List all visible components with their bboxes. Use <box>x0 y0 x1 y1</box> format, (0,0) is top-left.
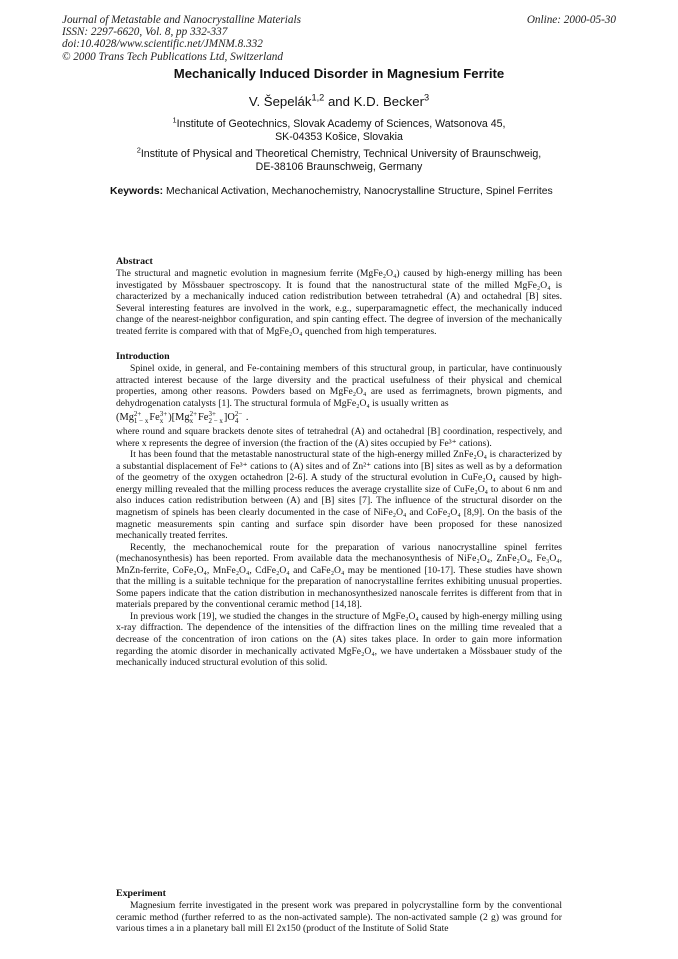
author-1: V. Šepelák <box>248 94 312 109</box>
experiment-paragraph-1: Magnesium ferrite investigated in the present work was prepared in polycrystalline form by the conventional ceramic method (further referred to as the non-activated sample). The non-activated sample (2 g) was ground for various times a in a planetary ball mill El 2x150 (product of the Institute of Solid State <box>116 900 562 935</box>
formula-sub: x <box>159 416 164 425</box>
copyright-line: © 2000 Trans Tech Publications Ltd, Switzerland <box>62 50 283 63</box>
formula-part: . <box>243 412 249 424</box>
introduction-heading: Introduction <box>116 351 170 362</box>
formula-part: )[Mg <box>168 412 190 424</box>
experiment-heading: Experiment <box>116 888 166 899</box>
online-date: Online: 2000-05-30 <box>526 14 616 26</box>
author-2-affil: 3 <box>423 92 430 103</box>
formula-sub: x <box>189 416 194 425</box>
affiliation-1-line-2: SK-04353 Košice, Slovakia <box>275 130 403 143</box>
abstract-text: The structural and magnetic evolution in magnesium ferrite (MgFe₂O₄) caused by high-energy milling has been investigated by Mössbauer spectroscopy. It is found that the nanostructural state of the milled MgFe₂O₄ is characterized by a mechanically induced cation redistribution between tetrahedral (A) and octahedral [B] sites. Several interesting features are involved in the work, e.g., superparamagnetic effect, the mechanically induced change of the nearest-neighbor configuration, and spin canting effect. The degree of inversion of the mechanically treated ferrite is compared with that of MgFe₂O₄ quenched from high temperatures. <box>116 268 562 337</box>
formula-sup: 3+ <box>208 409 216 418</box>
formula-part: (Mg <box>116 412 134 424</box>
formula-part: Fe <box>198 412 209 424</box>
formula-sub: 1 − x <box>133 416 149 425</box>
affiliation-1-mark: 1 <box>172 115 177 125</box>
affiliation-2-line-1: Institute of Physical and Theoretical Chemistry, Technical University of Braunschweig, <box>140 148 542 160</box>
keywords <box>110 186 553 197</box>
formula-script <box>208 411 222 425</box>
formula-sup: 3+ <box>159 409 168 418</box>
experiment-section <box>116 888 562 935</box>
intro-paragraph-5: In previous work [19], we studied the changes in the structure of MgFe₂O₄ caused by high-energy milling using x-ray diffraction. The dependence of the intensities of the diffraction lines on the milling time revealed that a decrease of the concentration of iron cations on the (A) sites takes place. In order to gain more information regarding the atomic disorder in mechanically activated MgFe₂O₄, we have undertaken a Mössbauer study of the mechanically induced structural evolution of this solid. <box>116 610 562 669</box>
affiliation-2 <box>0 145 678 174</box>
author-2: and K.D. Becker <box>324 94 424 109</box>
affiliation-2-line-2: DE-38106 Braunschweig, Germany <box>255 160 423 173</box>
author-1-affil: 1,2 <box>311 92 325 103</box>
paper-title: Mechanically Induced Disorder in Magnesium Ferrite <box>173 66 505 81</box>
intro-paragraph-2: where round and square brackets denote sites of tetrahedral (A) and octahedral [B] coordination, respectively, and where x represents the degree of inversion (the fraction of the (A) sites occupied by Fe³⁺ cations). <box>116 426 562 449</box>
formula-sub: 2 − x <box>208 416 223 425</box>
introduction-section <box>116 351 562 669</box>
abstract-heading: Abstract <box>116 256 153 267</box>
abstract-section <box>116 256 562 337</box>
formula-script <box>190 411 197 425</box>
keywords-text: Mechanical Activation, Mechanochemistry, Nanocrystalline Structure, Spinel Ferrites <box>163 186 553 197</box>
affiliation-1-line-1: Institute of Geotechnics, Slovak Academy of Sciences, Watsonova 45, <box>176 118 506 130</box>
issn-line: ISSN: 2297-6620, Vol. 8, pp 332-337 <box>62 26 228 39</box>
journal-header <box>62 14 301 63</box>
formula-part: ]O <box>223 412 235 424</box>
formula-sup: 2− <box>234 409 243 418</box>
affiliation-2-mark: 2 <box>136 145 141 155</box>
keywords-label: Keywords: <box>110 186 164 197</box>
intro-paragraph-1: Spinel oxide, in general, and Fe-containing members of this structural group, in particular, have continuously attracted interest because of the large diversity and the practical usefulness of their physical and chemical properties, among other reasons. Powders based on MgFe₂O₄ are used as ferrimagnets, brown pigments, and dehydrogenation catalysts [1]. The structural formula of MgFe₂O₄ is usually written as <box>116 363 562 409</box>
formula-sup: 2+ <box>133 409 142 418</box>
author-line <box>0 94 678 109</box>
doi-line: doi:10.4028/www.scientific.net/JMNM.8.332 <box>62 38 263 51</box>
formula-sup: 2+ <box>189 409 198 418</box>
intro-paragraph-4: Recently, the mechanochemical route for the preparation of various nanocrystalline spinel ferrites (mechanosynthesis) has been reported. From available data the mechanosynthesis of NiFe₂O₄, ZnFe₂O₄, Fe₃O₄, MnZn-ferrite, CoFe₂O₄, MnFe₂O₄, CdFe₂O₄ and CaFe₂O₄ may be mentioned [10-17]. These studies have shown that the milling is a suitable technique for the preparation of nanocrystalline ferrites exhibiting unusual properties. Some papers indicate that the cation distribution in mechanosynthesized nanoscale ferrites is different from that in materials prepared by the conventional ceramic method [14,18]. <box>116 541 562 611</box>
formula-script <box>134 411 148 425</box>
formula-part: Fe <box>149 412 160 424</box>
affiliation-1 <box>0 115 678 144</box>
structural-formula <box>116 410 562 425</box>
journal-name: Journal of Metastable and Nanocrystalline Materials <box>62 14 301 26</box>
formula-sub: 4 <box>234 416 239 425</box>
formula-script <box>160 411 167 425</box>
intro-paragraph-3: It has been found that the metastable nanostructural state of the high-energy milled ZnFe₂O₄ is characterized by a substantial displacement of Fe³⁺ cations to (A) sites and of Zn²⁺ cations into [B] sites as well as by a deformation of the geometry of the oxygen octahedron [2-6]. A study of the structural evolution in CuFe₂O₄ caused by high-energy milling revealed that the milling process reduces the average crystallite size of CuFe₂O₄ to about 6 nm and also induces cation redistribution between (A) and [B] sites [7]. The influence of the structural disorder on the magnetism of spinels has been clearly documented in the case of NiFe₂O₄ and CoFe₂O₄ [8,9]. On the basis of the magnetic measurements spin canting and surface spin disorder have been proposed for these nanosized mechanically treated ferrites. <box>116 449 562 542</box>
formula-script <box>235 411 242 425</box>
